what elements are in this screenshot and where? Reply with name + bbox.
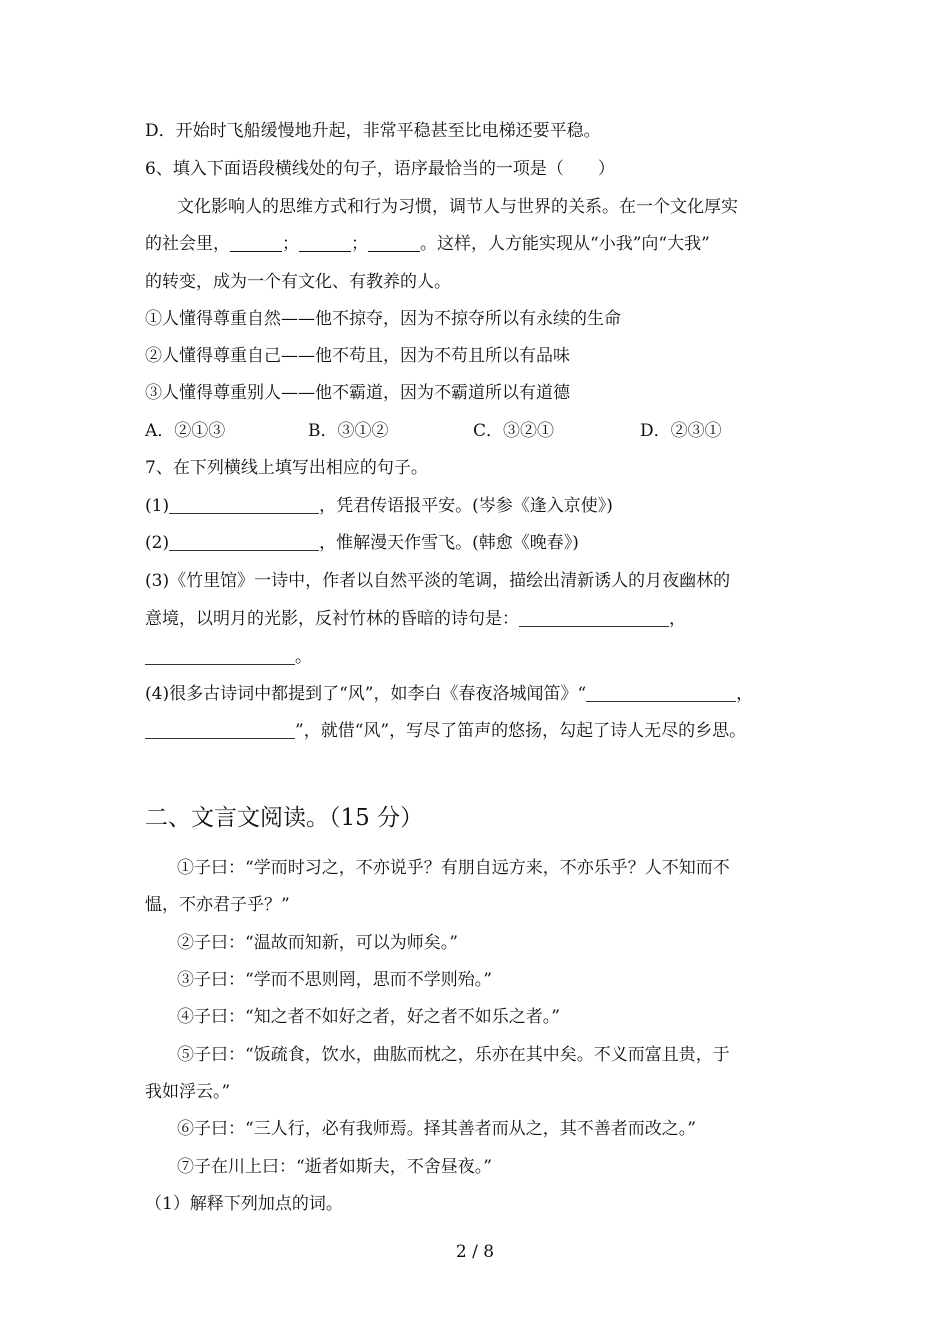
q7-sub-2: [145, 531, 810, 555]
q6-option-b[interactable]: B．③①②: [308, 421, 389, 441]
passage-3: ③子曰：“学而不思则罔，思而不学则殆。”: [177, 970, 492, 990]
passage-1-line-1: ①子曰：“学而时习之，不亦说乎？有朋自远方来，不亦乐乎？人不知而不: [177, 858, 730, 878]
q6-blank-2[interactable]: [299, 233, 351, 252]
q7-sub-4-text: ”，就借“风”，写尽了笛声的悠扬，勾起了诗人无尽的乡思。: [295, 721, 747, 741]
q7-sub-3-line-2: [145, 607, 810, 631]
q6-separator: ；: [282, 234, 299, 254]
q7-blank-5[interactable]: [586, 683, 736, 702]
passage-5-line-1: ⑤子曰：“饭疏食，饮水，曲肱而枕之，乐亦在其中矣。不义而富且贵，于: [177, 1045, 730, 1065]
q6-option-a[interactable]: A．②①③: [145, 421, 226, 441]
q6-paragraph-text: 的社会里，: [145, 234, 230, 254]
q6-paragraph-line-2: [145, 232, 810, 256]
q7-punct: 。: [295, 647, 312, 667]
q7-sub-4-text: (4)很多古诗词中都提到了“风”，如李白《春夜洛城闻笛》“: [145, 684, 587, 704]
q7-blank-3[interactable]: [519, 608, 669, 627]
q6-item-1: ①人懂得尊重自然——他不掠夺，因为不掠夺所以有永续的生命: [145, 309, 621, 329]
q7-sub-3-text: 意境，以明月的光影，反衬竹林的昏暗的诗句是：: [145, 609, 519, 629]
q7-sub-1-number: (1): [145, 496, 170, 516]
q6-option-d[interactable]: D．②③①: [640, 421, 722, 441]
q7-blank-1[interactable]: [169, 495, 319, 514]
q7-sub-3-line-3: [145, 645, 810, 669]
q7-sub-4-line-1: [145, 682, 810, 706]
section-2-heading: 二、文言文阅读。（15 分）: [145, 805, 424, 831]
passage-5-line-2: 我如浮云。”: [145, 1082, 231, 1102]
q7-sub-1: [145, 494, 810, 518]
passage-2: ②子曰：“温故而知新，可以为师矣。”: [177, 933, 458, 953]
q6-separator: ；: [351, 234, 368, 254]
q7-punct: ，: [736, 684, 754, 704]
q7-sub-4-line-2: [145, 719, 810, 743]
q7-blank-2[interactable]: [169, 532, 319, 551]
q6-blank-3[interactable]: [368, 233, 420, 252]
q6-item-2: ②人懂得尊重自己——他不苟且，因为不苟且所以有品味: [145, 346, 570, 366]
q7-stem: 7、在下列横线上填写出相应的句子。: [145, 458, 428, 478]
q6-stem: 6、填入下面语段横线处的句子，语序最恰当的一项是（ ）: [145, 159, 615, 179]
q6-item-3: ③人懂得尊重别人——他不霸道，因为不霸道所以有道德: [145, 383, 570, 403]
passage-7: ⑦子在川上曰：“逝者如斯夫，不舍昼夜。”: [177, 1157, 492, 1177]
q6-option-c[interactable]: C．③②①: [473, 421, 555, 441]
q6-paragraph-line-1: 文化影响人的思维方式和行为习惯，调节人与世界的关系。在一个文化厚实: [177, 197, 738, 217]
q7-sub-2-number: (2): [145, 533, 170, 553]
q7-sub-3-line-1: (3)《竹里馆》一诗中，作者以自然平淡的笔调，描绘出清新诱人的月夜幽林的: [145, 571, 731, 591]
q7-sub-1-text: ，凭君传语报平安。(岑参《逢入京使》): [319, 496, 613, 516]
page-number: 2 / 8: [455, 1242, 495, 1262]
passage-1-line-2: 愠，不亦君子乎？”: [145, 895, 290, 915]
q7-sub-2-text: ，惟解漫天作雪飞。(韩愈《晚春》): [319, 533, 579, 553]
q7-blank-4[interactable]: [145, 646, 295, 665]
sub-question-1: （1）解释下列加点的词。: [145, 1194, 343, 1214]
q7-blank-6[interactable]: [145, 720, 295, 739]
q6-paragraph-text: 。这样，人方能实现从“小我”向“大我”: [420, 234, 710, 254]
q6-blank-1[interactable]: [230, 233, 282, 252]
q5-option-d: D．开始时飞船缓慢地升起，非常平稳甚至比电梯还要平稳。: [145, 121, 601, 141]
q7-punct: ，: [669, 609, 686, 629]
passage-6: ⑥子曰：“三人行，必有我师焉。择其善者而从之，其不善者而改之。”: [177, 1119, 696, 1139]
q6-paragraph-line-3: 的转变，成为一个有文化、有教养的人。: [145, 272, 451, 292]
passage-4: ④子曰：“知之者不如好之者，好之者不如乐之者。”: [177, 1007, 560, 1027]
